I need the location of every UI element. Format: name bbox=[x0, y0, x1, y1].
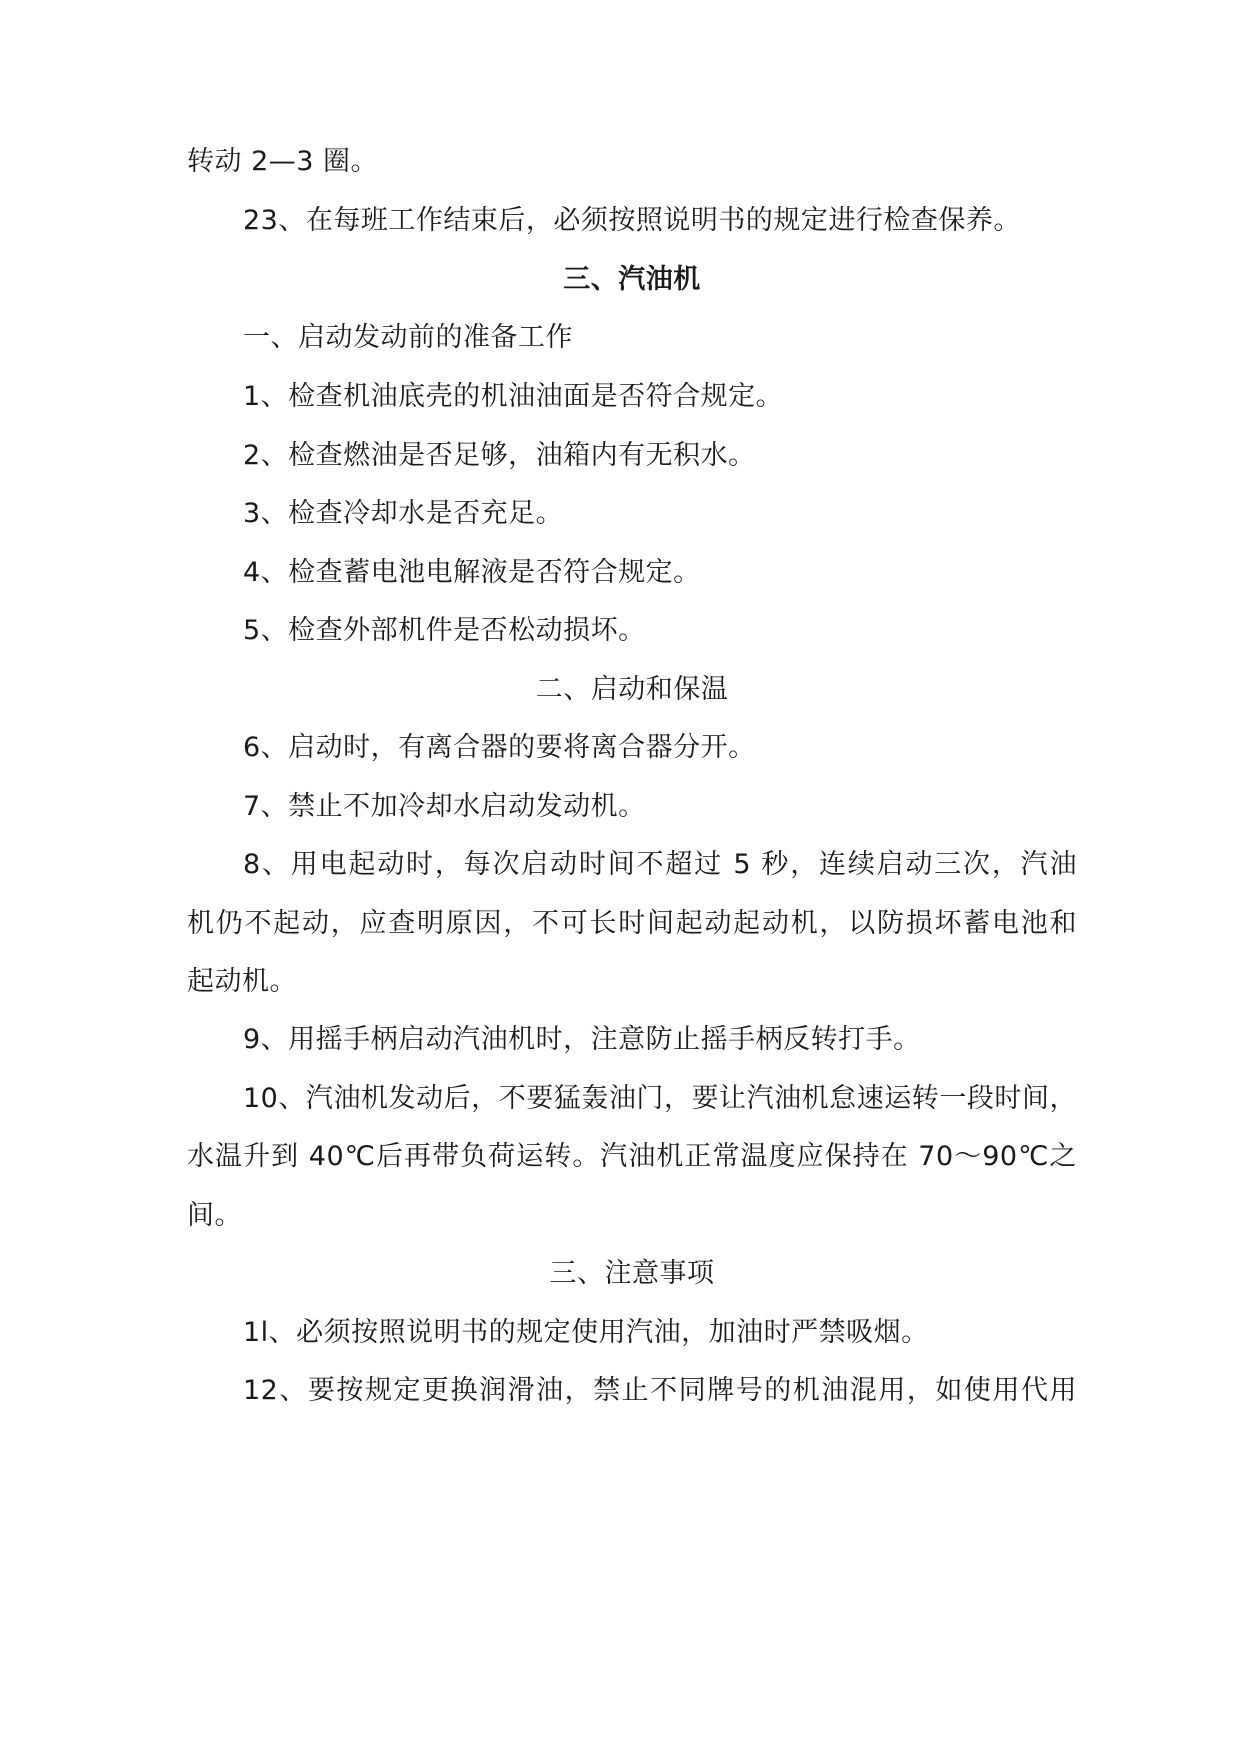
paragraph-item-6: 6、启动时，有离合器的要将离合器分开。 bbox=[243, 732, 756, 763]
paragraph-item-10-line-2: 水温升到 40℃后再带负荷运转。汽油机正常温度应保持在 70～90℃之 bbox=[187, 1141, 1077, 1172]
paragraph-item-9: 9、用摇手柄启动汽油机时，注意防止摇手柄反转打手。 bbox=[243, 1024, 921, 1055]
paragraph-item-8-line-1: 8、用电起动时，每次启动时间不超过 5 秒，连续启动三次，汽油 bbox=[243, 849, 1077, 880]
paragraph-item-12: 12、要按规定更换润滑油，禁止不同牌号的机油混用，如使用代用 bbox=[243, 1375, 1077, 1406]
paragraph-item-10-line-1: 10、汽油机发动后，不要猛轰油门，要让汽油机怠速运转一段时间， bbox=[243, 1083, 1077, 1114]
subsection-heading-1: 一、启动发动前的准备工作 bbox=[243, 322, 573, 353]
paragraph-item-8-line-3: 起动机。 bbox=[187, 966, 297, 997]
paragraph-item-1: 1、检查机油底壳的机油油面是否符合规定。 bbox=[243, 381, 784, 412]
paragraph-item-3: 3、检查冷却水是否充足。 bbox=[243, 498, 564, 529]
paragraph-item-11: 1l、必须按照说明书的规定使用汽油，加油时严禁吸烟。 bbox=[243, 1317, 929, 1348]
paragraph-item-2: 2、检查燃油是否足够，油箱内有无积水。 bbox=[243, 440, 756, 471]
paragraph-item-7: 7、禁止不加冷却水启动发动机。 bbox=[243, 791, 646, 822]
paragraph-item-4: 4、检查蓄电池电解液是否符合规定。 bbox=[243, 557, 701, 588]
paragraph-item-8-line-2: 机仍不起动，应查明原因，不可长时间起动起动机，以防损坏蓄电池和 bbox=[187, 908, 1077, 939]
paragraph-continuation: 转动 2—3 圈。 bbox=[187, 146, 379, 177]
subsection-heading-3: 三、注意事项 bbox=[549, 1258, 715, 1289]
paragraph-item-5: 5、检查外部机件是否松动损坏。 bbox=[243, 615, 646, 646]
paragraph-item-10-line-3: 间。 bbox=[187, 1200, 242, 1231]
section-heading: 三、汽油机 bbox=[563, 264, 701, 295]
subsection-heading-2: 二、启动和保温 bbox=[535, 674, 729, 705]
paragraph-item-23: 23、在每班工作结束后，必须按照说明书的规定进行检查保养。 bbox=[243, 205, 1021, 236]
